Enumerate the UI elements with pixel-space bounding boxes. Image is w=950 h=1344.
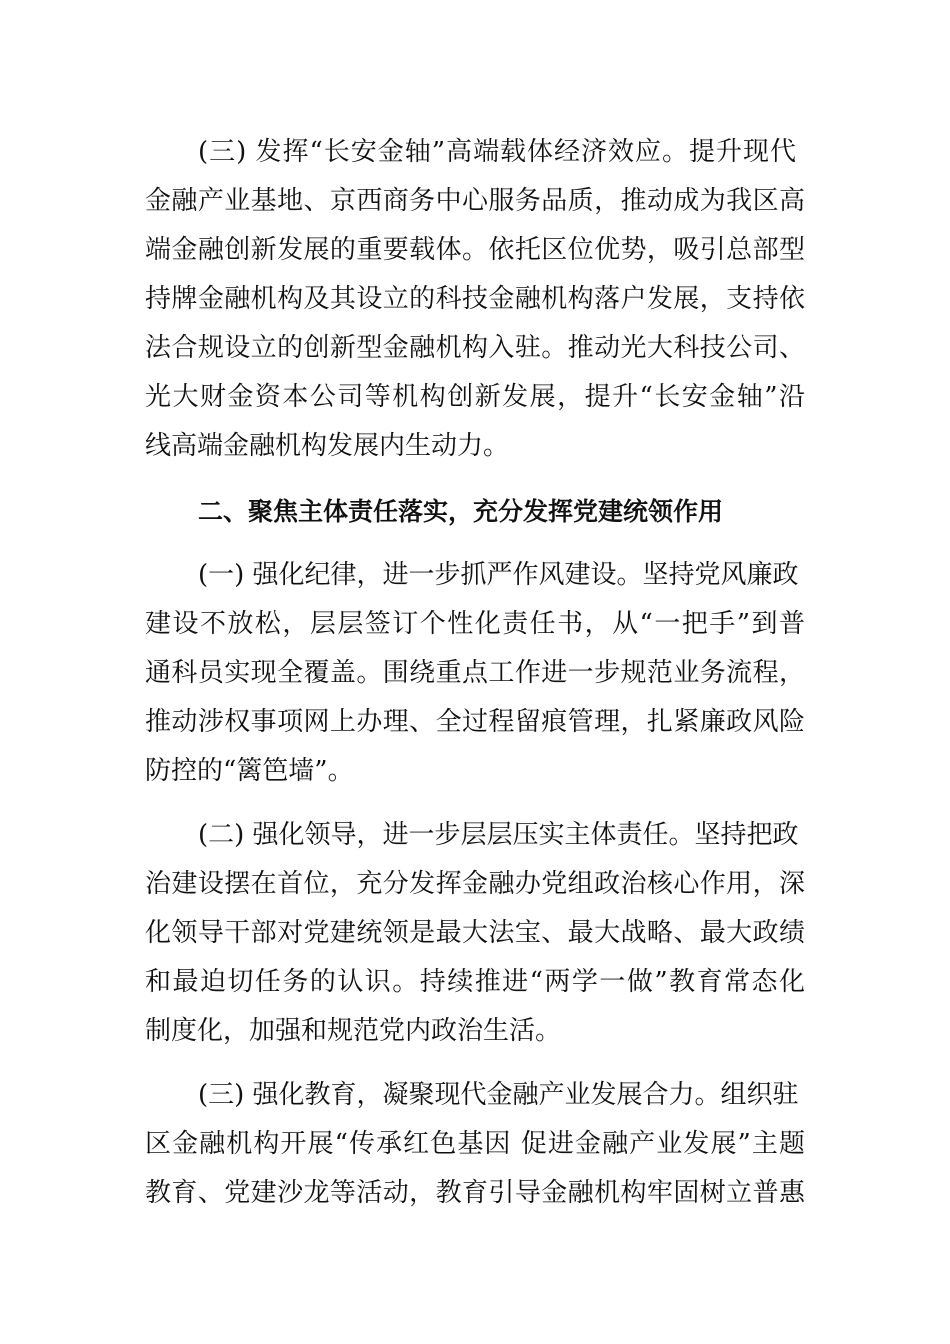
paragraph-line: 区金融机构开展“传承红色基因 促进金融产业发展”主题 — [145, 1129, 805, 1159]
paragraph-line: 防控的“篱笆墙”。 — [145, 756, 354, 786]
paragraph-line: (二) 强化领导，进一步层层压实主体责任。坚持把政 — [198, 820, 799, 850]
paragraph-line: 建设不放松，层层签订个性化责任书，从“一把手”到普 — [145, 609, 805, 639]
paragraph-line: 推动涉权事项网上办理、全过程留痕管理，扎紧廉政风险 — [145, 707, 805, 737]
paragraph-line: 法合规设立的创新型金融机构入驻。推动光大科技公司、 — [145, 333, 805, 363]
paragraph-line: 持牌金融机构及其设立的科技金融机构落户发展，支持依 — [145, 284, 805, 314]
paragraph-line: 化领导干部对党建统领是最大法宝、最大战略、最大政绩 — [145, 918, 805, 948]
paragraph-line: (三) 强化教育，凝聚现代金融产业发展合力。组织驻 — [198, 1080, 799, 1110]
paragraph-line: (一) 强化纪律，进一步抓严作风建设。坚持党风廉政 — [198, 560, 799, 590]
paragraph-line: 光大财金资本公司等机构创新发展，提升“长安金轴”沿 — [145, 382, 805, 412]
paragraph-line: 通科员实现全覆盖。围绕重点工作进一步规范业务流程， — [145, 658, 805, 688]
paragraph-line: 治建设摆在首位，充分发挥金融办党组政治核心作用，深 — [145, 869, 805, 899]
paragraph-line: 端金融创新发展的重要载体。依托区位优势，吸引总部型 — [145, 235, 805, 265]
paragraph-line: 和最迫切任务的认识。持续推进“两学一做”教育常态化 — [145, 967, 805, 997]
paragraph-line: (三) 发挥“长安金轴”高端载体经济效应。提升现代 — [198, 137, 796, 167]
paragraph-line: 金融产业基地、京西商务中心服务品质，推动成为我区高 — [145, 186, 805, 216]
paragraph-line: 线高端金融机构发展内生动力。 — [145, 431, 510, 461]
section-heading: 二、聚焦主体责任落实，充分发挥党建统领作用 — [198, 497, 724, 526]
paragraph-line: 制度化，加强和规范党内政治生活。 — [145, 1016, 562, 1046]
paragraph-line: 教育、党建沙龙等活动，教育引导金融机构牢固树立普惠 — [145, 1178, 805, 1208]
